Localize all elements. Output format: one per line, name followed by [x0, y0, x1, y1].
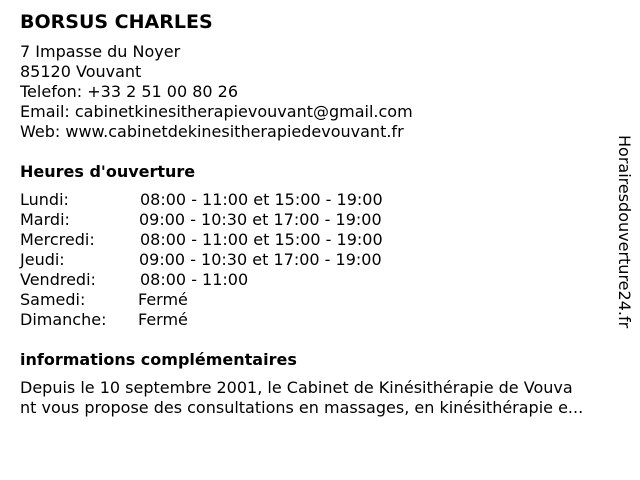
time-range: 09:00 - 10:30 et 17:00 - 19:00: [139, 250, 382, 269]
street-address: 7 Impasse du Noyer: [20, 42, 181, 61]
info-description: [20, 378, 630, 418]
contact-block: [20, 42, 620, 142]
phone-number: Telefon: +33 2 51 00 80 26: [20, 82, 239, 101]
website-url: Web: www.cabinetdekinesitherapiedevouvant.fr: [20, 122, 404, 141]
hours-row-thursday: [20, 250, 620, 270]
opening-hours-table: [20, 190, 620, 330]
time-range: 08:00 - 11:00 et 15:00 - 19:00: [140, 230, 383, 249]
hours-row-saturday: [20, 290, 620, 310]
day-label: Jeudi:: [20, 250, 65, 269]
time-range: 08:00 - 11:00: [140, 270, 249, 289]
time-range: Fermé: [138, 310, 188, 329]
email-address: Email: cabinetkinesitherapievouvant@gmail.com: [20, 102, 413, 121]
hours-row-wednesday: [20, 230, 620, 250]
hours-heading: Heures d'ouverture: [20, 162, 196, 181]
time-range: Fermé: [138, 290, 188, 309]
day-label: Vendredi:: [20, 270, 96, 289]
business-card: [20, 10, 620, 418]
hours-row-friday: [20, 270, 620, 290]
day-label: Mardi:: [20, 210, 70, 229]
hours-row-monday: [20, 190, 620, 210]
info-line-1: Depuis le 10 septembre 2001, le Cabinet de Kinésithérapie de Vouva: [20, 378, 573, 397]
day-label: Samedi:: [20, 290, 86, 309]
site-watermark: Horairesdouverture24.fr: [615, 135, 634, 329]
info-line-2: nt vous propose des consultations en massages, en kinésithérapie e...: [20, 398, 584, 417]
business-name: BORSUS CHARLES: [20, 11, 213, 33]
day-label: Mercredi:: [20, 230, 95, 249]
hours-row-tuesday: [20, 210, 620, 230]
time-range: 09:00 - 10:30 et 17:00 - 19:00: [139, 210, 382, 229]
info-heading: informations complémentaires: [20, 350, 297, 369]
day-label: Lundi:: [20, 190, 69, 209]
city-postal: 85120 Vouvant: [20, 62, 142, 81]
day-label: Dimanche:: [20, 310, 107, 329]
hours-row-sunday: [20, 310, 620, 330]
time-range: 08:00 - 11:00 et 15:00 - 19:00: [140, 190, 383, 209]
